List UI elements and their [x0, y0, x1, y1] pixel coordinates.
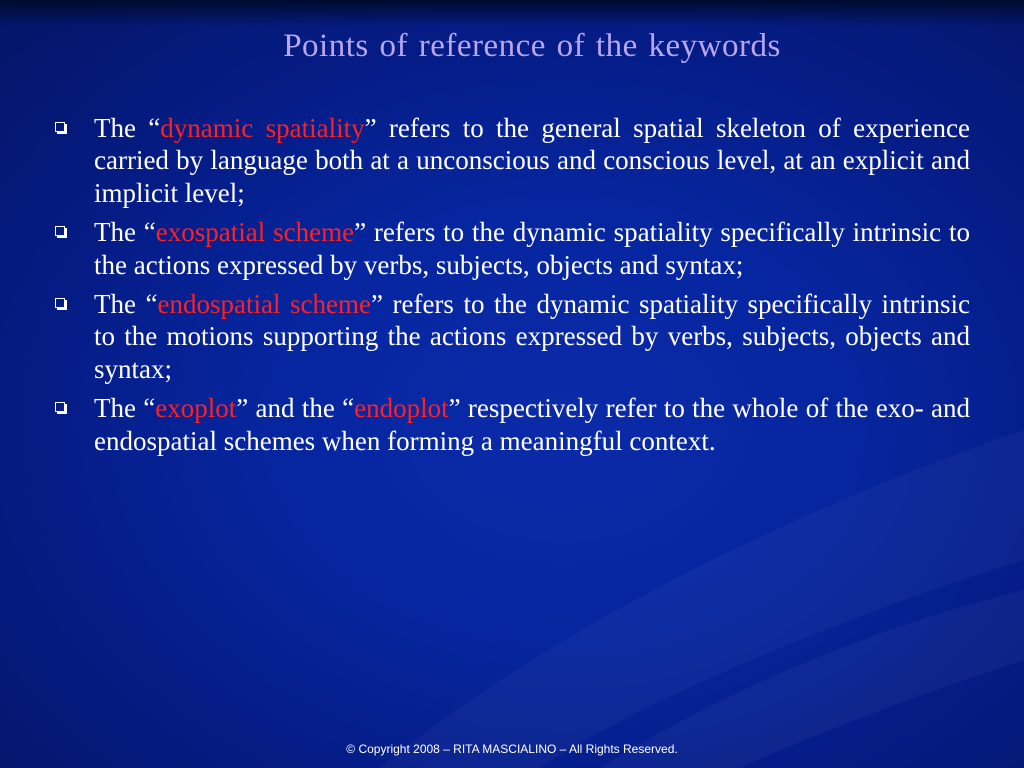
copyright-footer: © Copyright 2008 – RITA MASCIALINO – All Rights Reserved.	[346, 742, 678, 756]
bullet-text-pre: The “	[94, 393, 156, 424]
hollow-square-bullet-icon	[55, 298, 65, 308]
slide-title: Points of reference of the keywords	[283, 28, 781, 64]
hollow-square-bullet-icon	[55, 402, 65, 412]
bullet-text-pre: The “	[94, 113, 161, 143]
bullet-exospatial-scheme	[54, 216, 970, 281]
hollow-square-bullet-icon	[55, 226, 65, 236]
bullet-text-mid: ” and the “	[236, 393, 355, 424]
bullet-text-post: ” respectively refer to the whole of the exo- and endospatial schemes when forming a meaningful context.	[94, 393, 971, 456]
keyword-endoplot: endoplot	[354, 393, 449, 424]
keyword-exospatial-scheme: exospatial scheme	[155, 217, 355, 248]
bullet-text-post: ” refers to the dynamic spatiality specifically intrinsic to the actions expressed by verbs, subjects, objects and syntax;	[94, 217, 970, 280]
keyword-dynamic-spatiality: dynamic spatiality	[160, 113, 365, 143]
bullet-text-pre: The “	[94, 289, 158, 320]
keyword-exoplot: exoplot	[155, 393, 237, 424]
bullet-text-post: ” refers to the dynamic spatiality specifically intrinsic to the motions supporting the actions expressed by verbs, subjects, objects and syntax;	[94, 289, 970, 384]
hollow-square-bullet-icon	[55, 122, 65, 132]
bullet-dynamic-spatiality	[54, 112, 970, 209]
bullet-text-post: ” refers to the general spatial skeleton of experience carried by language both at a unconscious and conscious level, at an explicit and implicit level;	[94, 113, 970, 208]
bullet-exoplot-endoplot	[54, 392, 970, 457]
bullet-text-pre: The “	[94, 217, 156, 248]
bullet-list	[54, 112, 970, 464]
keyword-endospatial-scheme: endospatial scheme	[157, 289, 371, 320]
bullet-endospatial-scheme	[54, 288, 970, 385]
